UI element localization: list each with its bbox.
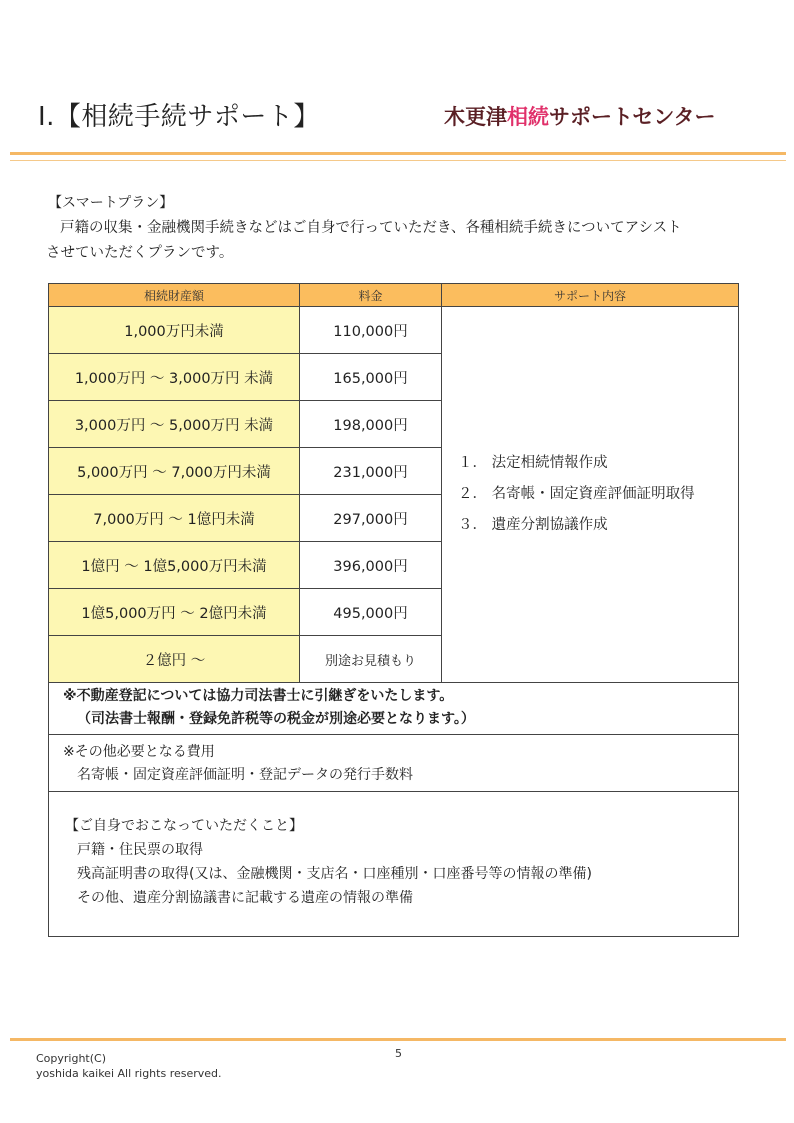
fee-cell: 396,000円 — [300, 542, 442, 589]
brand-suffix: サポートセンター — [549, 105, 716, 129]
copyright-line: Copyright(C) — [36, 1052, 107, 1065]
brand-highlight: 相続 — [507, 105, 549, 129]
copyright — [36, 1051, 222, 1081]
fee-cell: 198,000円 — [300, 401, 442, 448]
fee-cell: 別途お見積もり — [300, 636, 442, 683]
amount-cell: 5,000万円 ～ 7,000万円未満 — [49, 448, 300, 495]
amount-cell: 1,000万円 ～ 3,000万円 未満 — [49, 354, 300, 401]
support-item: ２． 名寄帳・固定資産評価証明取得 — [458, 486, 695, 502]
list-item: その他、遺産分割協議書に記載する遺産の情報の準備 — [77, 890, 413, 906]
intro-line-1: 戸籍の収集・金融機関手続きなどはご自身で行っていただき、各種相続手続きについてアシスト — [60, 220, 682, 236]
fee-cell: 495,000円 — [300, 589, 442, 636]
header-divider-thin — [10, 160, 786, 161]
note-row-self — [49, 792, 739, 937]
note-title: 【ご自身でおこなっていただくこと】 — [65, 818, 303, 834]
support-content-cell — [442, 307, 739, 683]
note-line: （司法書士報酬・登録免許税等の税金が別途必要となります。） — [77, 711, 475, 727]
amount-cell: 1,000万円未満 — [49, 307, 300, 354]
other-costs-note — [49, 735, 739, 792]
copyright-line: yoshida kaikei All rights reserved. — [36, 1067, 222, 1080]
header-divider — [10, 152, 786, 155]
brand-logo — [444, 101, 716, 131]
table-header-row — [49, 284, 739, 307]
page-number: 5 — [395, 1047, 402, 1060]
page-title: Ⅰ.【相続手続サポート】 — [38, 102, 320, 132]
list-item: 残高証明書の取得(又は、金融機関・支店名・口座種別・口座番号等の情報の準備) — [77, 866, 592, 882]
intro-line-2: させていただくプランです。 — [46, 245, 234, 261]
fee-cell: 110,000円 — [300, 307, 442, 354]
note-row-costs — [49, 735, 739, 792]
fee-cell: 231,000円 — [300, 448, 442, 495]
header-amount: 相続財産額 — [49, 284, 300, 307]
amount-cell: ２億円 ～ — [49, 636, 300, 683]
note-line: ※不動産登記については協力司法書士に引継ぎをいたします。 — [63, 688, 454, 704]
note-row-registration — [49, 683, 739, 735]
footer-divider — [10, 1038, 786, 1041]
amount-cell: 3,000万円 ～ 5,000万円 未満 — [49, 401, 300, 448]
support-item: ３． 遺産分割協議作成 — [458, 517, 608, 533]
fee-table — [48, 283, 739, 937]
support-item: １． 法定相続情報作成 — [458, 455, 608, 471]
header-fee: 料金 — [300, 284, 442, 307]
note-line: 名寄帳・固定資産評価証明・登記データの発行手数料 — [77, 766, 413, 783]
amount-cell: 1億5,000万円 ～ 2億円未満 — [49, 589, 300, 636]
amount-cell: 7,000万円 ～ 1億円未満 — [49, 495, 300, 542]
fee-cell: 297,000円 — [300, 495, 442, 542]
brand-prefix: 木更津 — [444, 105, 507, 129]
amount-cell: 1億円 ～ 1億5,000万円未満 — [49, 542, 300, 589]
list-item: 戸籍・住民票の取得 — [77, 842, 203, 858]
plan-intro — [46, 216, 752, 266]
plan-name: 【スマートプラン】 — [48, 195, 174, 211]
table-row — [49, 307, 739, 354]
header-support: サポート内容 — [442, 284, 739, 307]
registration-note — [49, 683, 739, 735]
self-tasks-note — [49, 792, 739, 937]
note-line: ※その他必要となる費用 — [63, 743, 215, 760]
fee-cell: 165,000円 — [300, 354, 442, 401]
